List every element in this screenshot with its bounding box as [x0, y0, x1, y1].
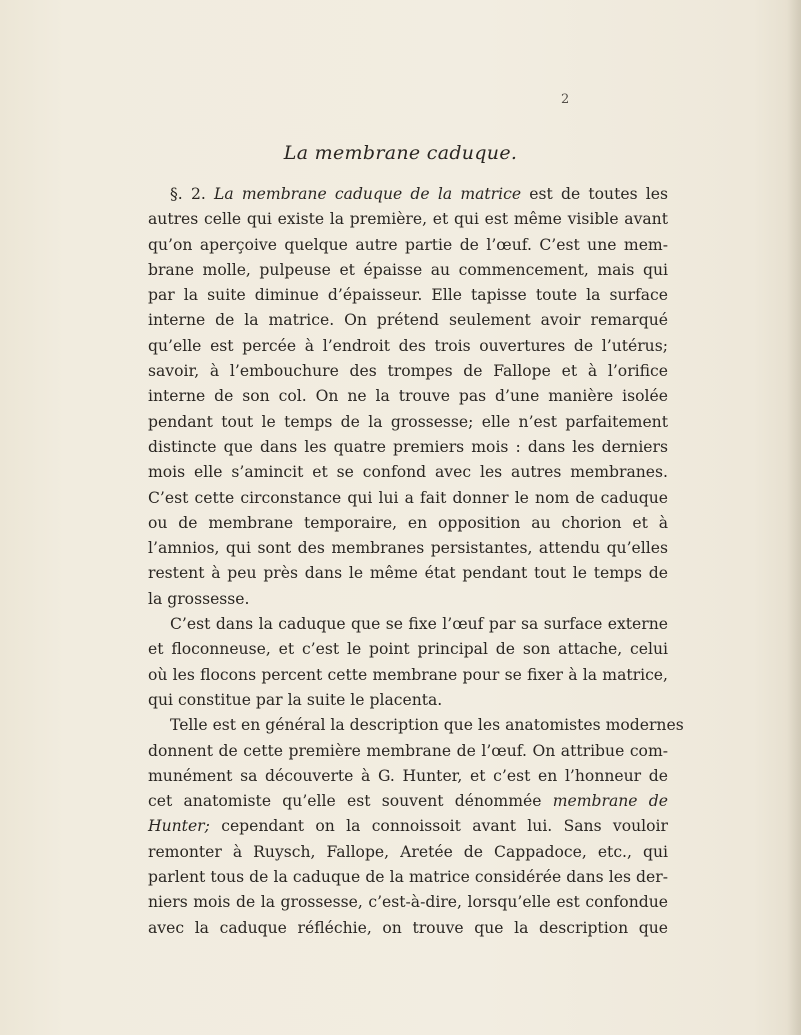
text-line — [148, 536, 668, 561]
paragraph — [148, 713, 684, 941]
text-line — [148, 739, 668, 764]
text-line — [148, 258, 668, 283]
text-run: remonter à Ruysch, Fallope, Aretée de Cappadoce, etc., qui — [148, 842, 668, 861]
page-number: 2 — [561, 92, 570, 107]
text-run: mois elle s’amincit et se confond avec les autres membranes. — [148, 463, 668, 482]
text-run: où les flocons percent cette membrane pour se fixer à la matrice, — [148, 665, 668, 684]
text-run: C’est dans la caduque que se fixe l’œuf par sa surface externe — [170, 615, 668, 634]
italic-text: La membrane caduque de la matrice — [214, 185, 522, 203]
text-line — [148, 637, 668, 662]
text-run: §. 2. — [170, 185, 215, 203]
italic-text: membrane de — [552, 792, 668, 811]
text-run: et floconneuse, et c’est le point principal de son attache, celui — [148, 640, 668, 659]
section-title: La membrane caduque. — [283, 142, 518, 164]
text-run: cet anatomiste qu’elle est souvent dénommée — [148, 792, 553, 811]
text-run: cependant on la connoissoit avant lui. Sans vouloir — [209, 817, 668, 836]
text-run: autres celle qui existe la première, et qui est même visible avant — [148, 210, 668, 229]
text-line — [148, 612, 668, 637]
text-line — [148, 840, 668, 865]
text-run: C’est cette circonstance qui lui a fait donner le nom de caduque — [148, 488, 668, 507]
text-line — [148, 283, 668, 308]
text-line — [148, 435, 668, 460]
text-line — [148, 334, 668, 359]
text-run: qui constitue par la suite le placenta. — [148, 690, 443, 709]
text-line — [148, 587, 668, 612]
text-line — [148, 561, 668, 586]
text-run: avec la caduque réfléchie, on trouve que la description que — [148, 918, 668, 937]
italic-text: Hunter; — [148, 817, 210, 836]
text-run: l’amnios, qui sont des membranes persistantes, attendu qu’elles — [148, 539, 668, 558]
text-line — [148, 384, 668, 409]
text-run: donnent de cette première membrane de l’œuf. On attribue com- — [148, 741, 668, 760]
text-line — [148, 486, 668, 511]
text-line — [148, 511, 668, 536]
text-line — [148, 233, 668, 258]
text-line — [148, 814, 668, 839]
text-run: est de toutes les — [521, 185, 669, 203]
text-run: distincte que dans les quatre premiers mois : dans les derniers — [148, 437, 668, 456]
text-run: ou de membrane temporaire, en opposition au chorion et à — [148, 513, 668, 532]
text-line — [148, 182, 668, 207]
text-run: parlent tous de la caduque de la matrice considérée dans les der- — [148, 868, 668, 887]
text-run: savoir, à l’embouchure des trompes de Fallope et à l’orifice — [148, 362, 668, 381]
text-run: la grossesse. — [148, 589, 250, 608]
text-line — [148, 789, 668, 814]
text-line — [148, 207, 668, 232]
paragraph — [148, 612, 668, 713]
text-run: interne de son col. On ne la trouve pas d’une manière isolée — [148, 387, 668, 406]
text-line — [148, 916, 668, 941]
text-line — [148, 663, 668, 688]
text-line — [148, 308, 668, 333]
text-line — [148, 890, 668, 915]
text-run: qu’on aperçoive quelque autre partie de l’œuf. C’est une mem- — [148, 235, 668, 254]
text-line — [148, 688, 668, 713]
text-line — [148, 359, 668, 384]
text-run: par la suite diminue d’épaisseur. Elle tapisse toute la surface — [148, 286, 668, 305]
text-line — [148, 764, 668, 789]
text-run: interne de la matrice. On prétend seulement avoir remarqué — [148, 311, 668, 330]
text-run: brane molle, pulpeuse et épaisse au commencement, mais qui — [148, 260, 668, 279]
paragraph — [148, 182, 668, 612]
text-line — [148, 713, 684, 738]
text-line — [148, 410, 668, 435]
body-text — [148, 182, 684, 941]
text-run: qu’elle est percée à l’endroit des trois ouvertures de l’utérus; — [148, 336, 668, 355]
text-run: pendant tout le temps de la grossesse; elle n’est parfaitement — [148, 412, 668, 431]
text-run: munément sa découverte à G. Hunter, et c’est en l’honneur de — [148, 766, 668, 785]
text-line — [148, 865, 668, 890]
text-run: niers mois de la grossesse, c’est-à-dire, lorsqu’elle est confondue — [148, 893, 668, 912]
text-run: Telle est en général la description que les anatomistes modernes — [170, 716, 684, 735]
text-line — [148, 460, 668, 485]
text-run: restent à peu près dans le même état pendant tout le temps de — [148, 564, 668, 583]
